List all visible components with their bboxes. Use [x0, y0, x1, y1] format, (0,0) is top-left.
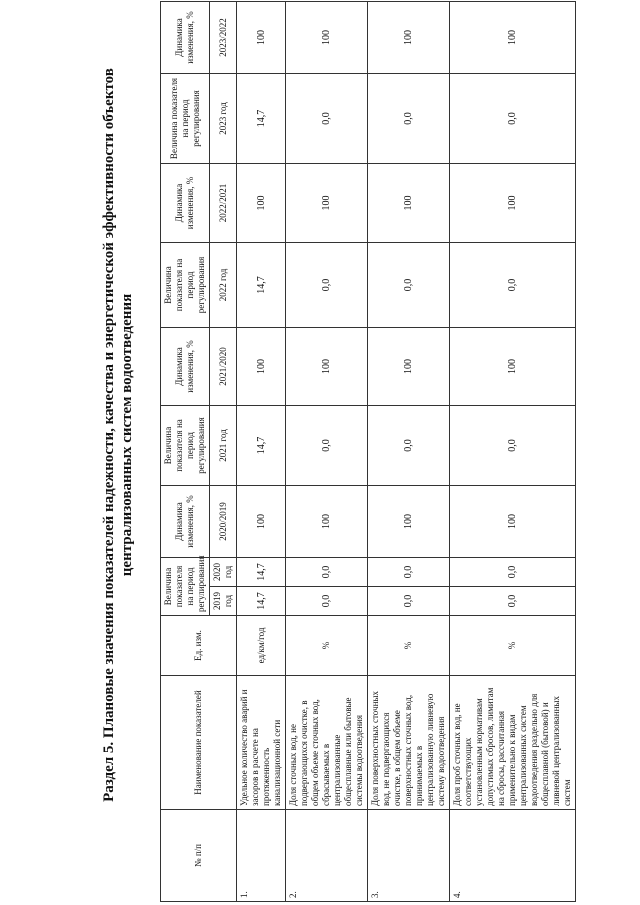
value-cell: 0,0 — [450, 242, 576, 327]
table-row — [368, 1, 450, 901]
indicators-table — [160, 1, 576, 902]
value-cell: 100 — [450, 485, 576, 557]
value-cell: 100 — [450, 327, 576, 405]
value-cell: 0,0 — [368, 242, 450, 327]
section-heading — [100, 5, 136, 865]
value-cell: 0,0 — [368, 557, 450, 586]
value-cell: 100 — [368, 485, 450, 557]
value-cell: 0,0 — [368, 405, 450, 485]
header-dyn-2023: 2023/2022 — [210, 1, 237, 73]
row-number: 1. — [237, 810, 286, 902]
value-cell: 100 — [237, 1, 286, 73]
row-number: 4. — [450, 810, 576, 902]
header-dyn-2020: 2020/2019 — [210, 485, 237, 557]
value-cell: 100 — [237, 163, 286, 242]
unit-cell: % — [368, 616, 450, 676]
value-cell: 14,7 — [237, 557, 286, 586]
header-name: Наименование показателей — [161, 676, 237, 810]
value-cell: 100 — [286, 327, 368, 405]
header-dynamics: Динамика изменения, % — [161, 327, 210, 405]
value-cell: 100 — [286, 163, 368, 242]
value-cell: 100 — [450, 163, 576, 242]
row-number: 2. — [286, 810, 368, 902]
header-num: № п/п — [161, 810, 237, 902]
indicator-name: Доля сточных вод, не подвергающихся очистке, в общем объеме сточных вод, сбрасываемых в централизованные общесплавные или бытовые системы водоотведения — [286, 676, 368, 810]
value-cell: 100 — [286, 485, 368, 557]
unit-cell: ед/км/год — [237, 616, 286, 676]
value-cell: 14,7 — [237, 587, 286, 616]
value-cell: 100 — [450, 1, 576, 73]
header-year-2021: 2021 год — [210, 405, 237, 485]
value-cell: 0,0 — [286, 405, 368, 485]
header-year-2020: 2020 год — [210, 557, 237, 586]
header-dynamics: Динамика изменения, % — [161, 163, 210, 242]
value-cell: 0,0 — [450, 73, 576, 163]
header-year-2023: 2023 год — [210, 73, 237, 163]
value-cell: 100 — [286, 1, 368, 73]
header-value-period: Величина показателя на период регулирования — [161, 73, 210, 163]
value-cell: 0,0 — [368, 73, 450, 163]
header-dyn-2022: 2022/2021 — [210, 163, 237, 242]
table-row — [237, 1, 286, 901]
header-dynamics: Динамика изменения, % — [161, 485, 210, 557]
header-unit: Ед. изм. — [161, 616, 237, 676]
table-row — [286, 1, 368, 901]
value-cell: 100 — [237, 327, 286, 405]
heading-line-2: централизованных систем водоотведения — [119, 293, 135, 577]
value-cell: 0,0 — [450, 405, 576, 485]
value-cell: 0,0 — [450, 557, 576, 586]
value-cell: 100 — [368, 163, 450, 242]
indicator-name: Доля проб сточных вод, не соответствующих установленным нормативам допустимых сбросов, лимитам на сбросы, рассчитанная применительно к видам централизованных систем водоотведения раздельно для общесплавной (бытовой) и ливневой централизованных систем — [450, 676, 576, 810]
value-cell: 14,7 — [237, 405, 286, 485]
heading-line-1: Раздел 5. Плановые значения показателей надежности, качества и энергетической эффективности объектов — [101, 68, 117, 802]
indicator-name: Доля поверхностных сточных вод, не подвергающихся очистке, в общем объеме поверхностных сточных вод, принимаемых в централизованную ливневую систему водоотведения — [368, 676, 450, 810]
header-dynamics: Динамика изменения, % — [161, 1, 210, 73]
value-cell: 14,7 — [237, 242, 286, 327]
table-row — [450, 1, 576, 901]
header-value-period: Величина показателя на период регулирования — [161, 242, 210, 327]
value-cell: 0,0 — [286, 587, 368, 616]
header-dyn-2021: 2021/2020 — [210, 327, 237, 405]
value-cell: 0,0 — [286, 242, 368, 327]
indicator-name: Удельное количество аварий и засоров в расчете на протяженность канализационной сети — [237, 676, 286, 810]
value-cell: 14,7 — [237, 73, 286, 163]
header-year-2019: 2019 год — [210, 587, 237, 616]
header-value-period: Величина показателя на период регулирования — [161, 557, 210, 615]
value-cell: 0,0 — [368, 587, 450, 616]
value-cell: 100 — [237, 485, 286, 557]
value-cell: 0,0 — [286, 557, 368, 586]
value-cell: 0,0 — [286, 73, 368, 163]
value-cell: 0,0 — [450, 587, 576, 616]
unit-cell: % — [450, 616, 576, 676]
header-year-2022: 2022 год — [210, 242, 237, 327]
value-cell: 100 — [368, 327, 450, 405]
unit-cell: % — [286, 616, 368, 676]
row-number: 3. — [368, 810, 450, 902]
value-cell: 100 — [368, 1, 450, 73]
header-value-period: Величина показателя на период регулирования — [161, 405, 210, 485]
